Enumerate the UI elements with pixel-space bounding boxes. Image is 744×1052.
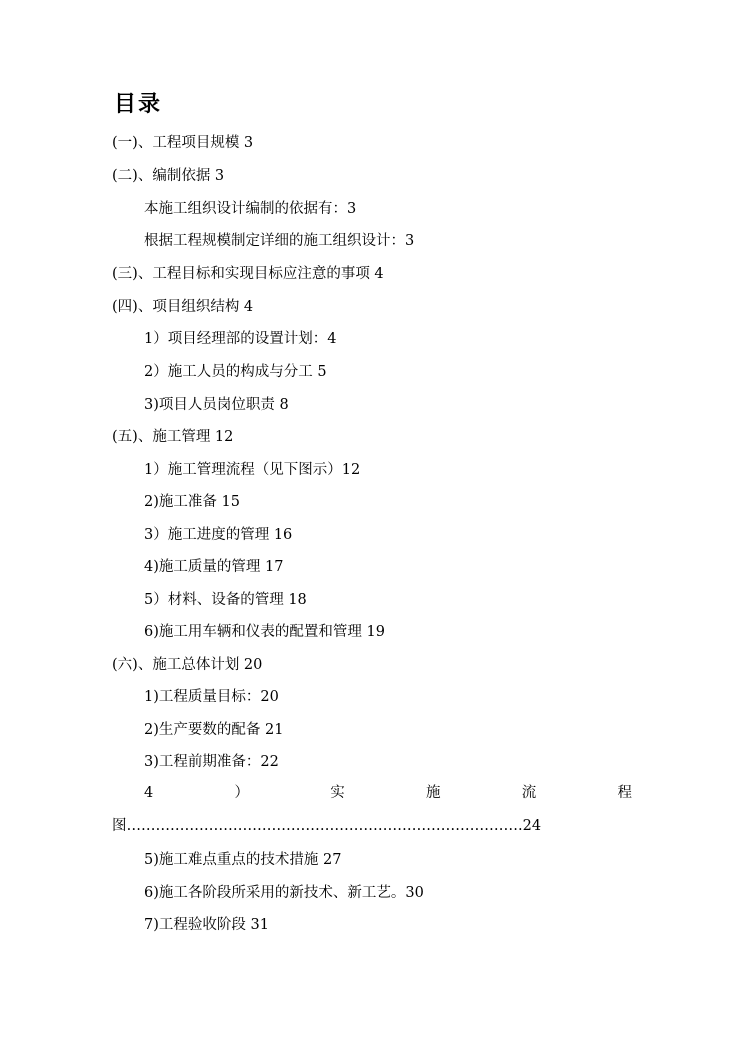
toc-entry: (二)、编制依据 3 bbox=[112, 168, 225, 184]
toc-entry: 本施工组织设计编制的依据有：3 bbox=[144, 201, 357, 217]
toc-entry: 3)项目人员岗位职责 8 bbox=[144, 397, 289, 413]
toc-entry-dotted-leader: 图……………………………………………………………………….24 bbox=[112, 818, 542, 834]
toc-entry: (一)、工程项目规模 3 bbox=[112, 135, 254, 151]
toc-entry: 1）施工管理流程（见下图示）12 bbox=[144, 462, 361, 478]
toc-entry: 5）材料、设备的管理 18 bbox=[144, 592, 307, 608]
toc-entry: 2）施工人员的构成与分工 5 bbox=[144, 364, 327, 380]
toc-entry-char: 程 bbox=[617, 785, 632, 801]
toc-entry: 4)施工质量的管理 17 bbox=[144, 559, 284, 575]
toc-entry-char: 实 bbox=[330, 785, 345, 801]
toc-entry: 7)工程验收阶段 31 bbox=[144, 917, 269, 933]
toc-entry: 5)施工难点重点的技术措施 27 bbox=[144, 852, 342, 868]
toc-entry: 6)施工各阶段所采用的新技术、新工艺。30 bbox=[144, 885, 424, 901]
toc-entry: (四)、项目组织结构 4 bbox=[112, 299, 254, 315]
toc-entry: (六)、施工总体计划 20 bbox=[112, 657, 263, 673]
toc-entry: 1)工程质量目标：20 bbox=[144, 689, 279, 705]
toc-entry: 2)施工准备 15 bbox=[144, 494, 240, 510]
toc-entry-char: 施 bbox=[425, 785, 441, 801]
page-title: 目录 bbox=[114, 92, 163, 117]
toc-entry: 1）项目经理部的设置计划：4 bbox=[144, 331, 337, 347]
toc-entry: 2)生产要数的配备 21 bbox=[144, 722, 284, 738]
toc-entry-char: 流 bbox=[521, 785, 537, 801]
toc-entry: (五)、施工管理 12 bbox=[112, 429, 234, 445]
toc-entry-justified bbox=[144, 783, 632, 803]
toc-entry: 6)施工用车辆和仪表的配置和管理 19 bbox=[144, 624, 385, 640]
toc-entry-char: 4 bbox=[144, 785, 154, 801]
toc-entry: 根据工程规模制定详细的施工组织设计：3 bbox=[144, 233, 415, 249]
toc-entry: 3）施工进度的管理 16 bbox=[144, 527, 293, 543]
toc-entry: (三)、工程目标和实现目标应注意的事项 4 bbox=[112, 266, 384, 282]
toc-entry-char: ） bbox=[234, 785, 249, 801]
toc-entry: 3)工程前期准备：22 bbox=[144, 754, 279, 770]
